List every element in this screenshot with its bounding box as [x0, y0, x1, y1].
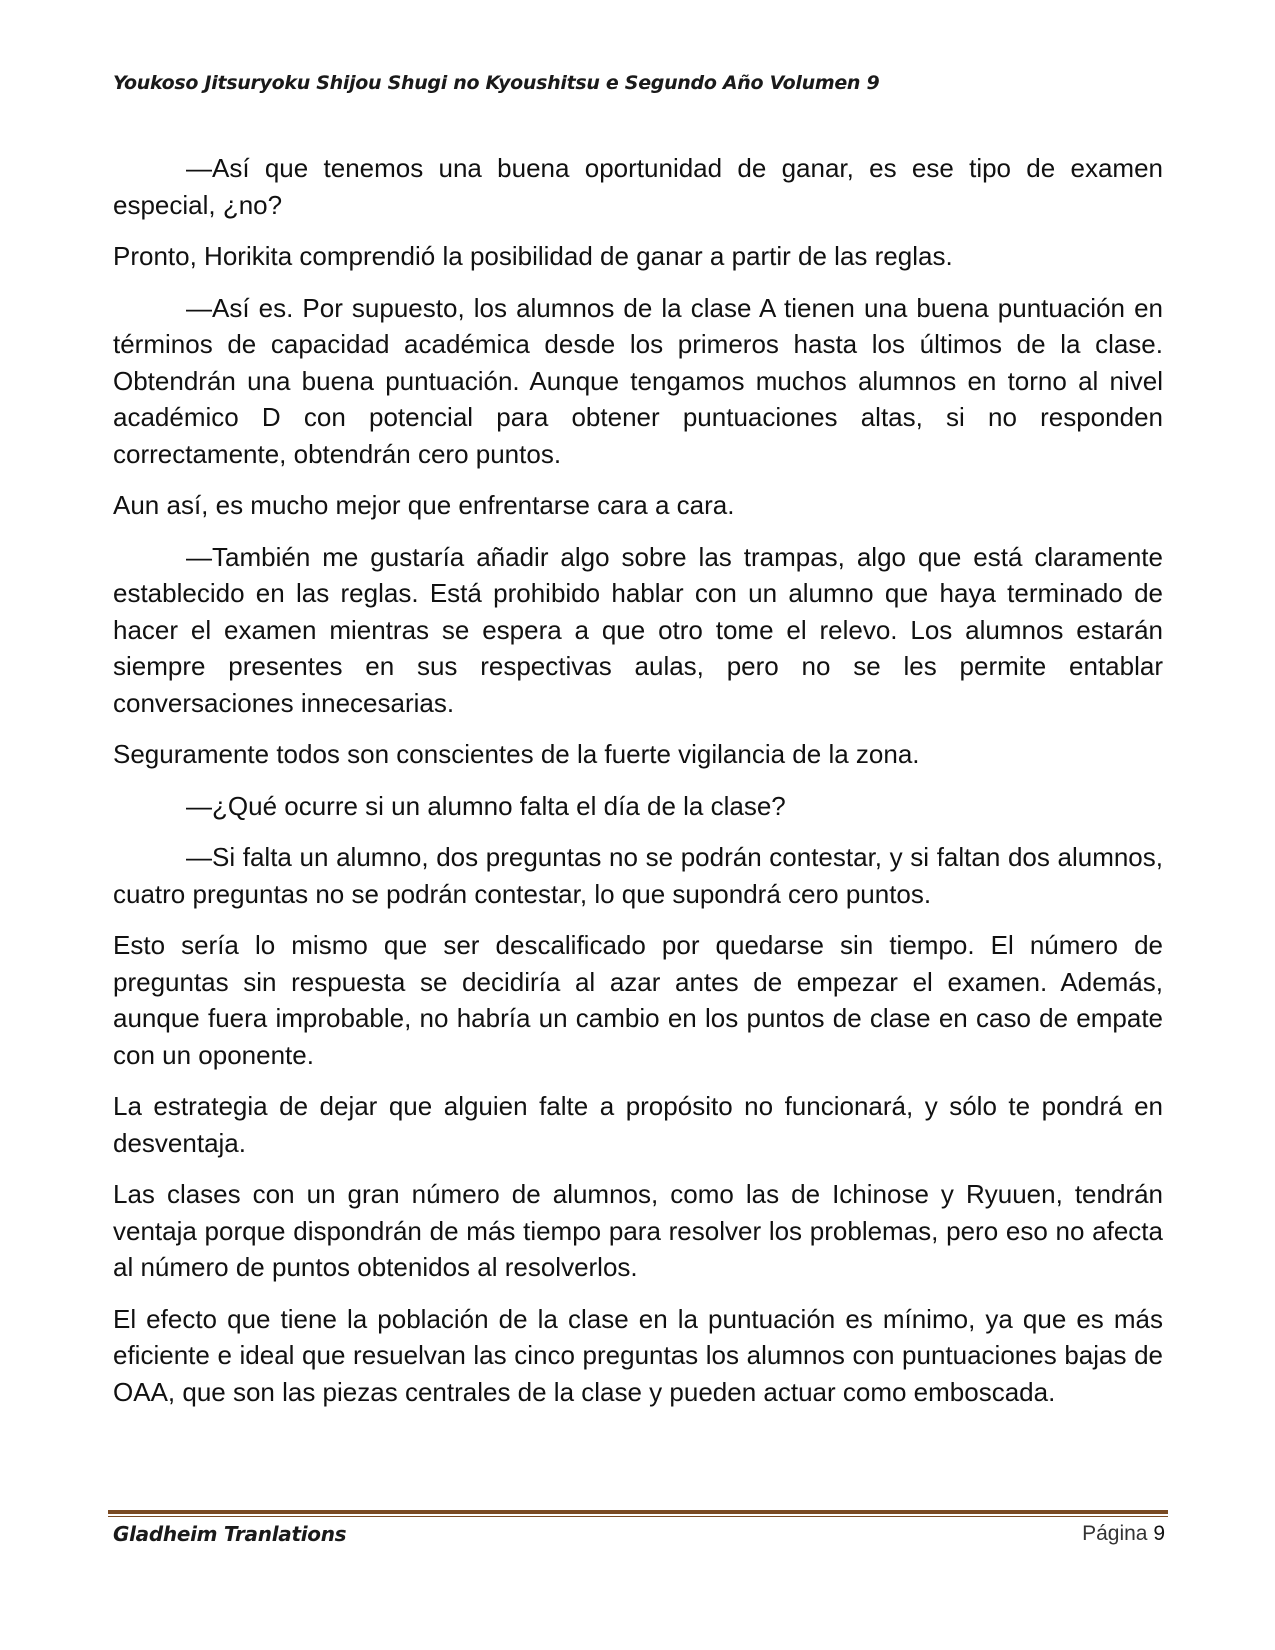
- paragraph: —Así es. Por supuesto, los alumnos de la clase A tienen una buena puntuación en términos de capacidad académica desde los primeros hasta los últimos de la clase. Obtendrán una buena puntuación. Aunque tengamos muchos alumnos en torno al nivel académico D con potencial para obtener puntuaciones altas, si no responden correctamente, obtendrán cero puntos.: [113, 292, 1163, 469]
- page-label: Página: [1082, 1522, 1148, 1545]
- footer-divider-thick: [108, 1510, 1168, 1514]
- footer-publisher: Gladheim Tranlations: [113, 1522, 347, 1546]
- footer-divider-thin: [108, 1516, 1168, 1517]
- paragraph: El efecto que tiene la población de la clase en la puntuación es mínimo, ya que es más eficiente e ideal que resuelvan las cinco preguntas los alumnos con puntuaciones bajas de OAA, que son las piezas centrales de la clase y pueden actuar como emboscada.: [113, 1303, 1163, 1407]
- page-body: [113, 150, 1163, 1425]
- paragraph: La estrategia de dejar que alguien falte a propósito no funcionará, y sólo te pondrá en desventaja.: [113, 1091, 1163, 1158]
- paragraph: Seguramente todos son conscientes de la fuerte vigilancia de la zona.: [113, 739, 920, 769]
- paragraph: Aun así, es mucho mejor que enfrentarse cara a cara.: [113, 490, 735, 520]
- paragraph: —¿Qué ocurre si un alumno falta el día de la clase?: [186, 790, 786, 821]
- footer-divider: [108, 1510, 1168, 1517]
- paragraph: —También me gustaría añadir algo sobre las trampas, algo que está claramente establecido en las reglas. Está prohibido hablar con un alumno que haya terminado de hacer el examen mientras se espera a que otro tome el relevo. Los alumnos estarán siempre presentes en sus respectivas aulas, pero no se les permite entablar conversaciones innecesarias.: [113, 541, 1163, 718]
- paragraph: Esto sería lo mismo que ser descalificado por quedarse sin tiempo. El número de preguntas sin respuesta se decidiría al azar antes de empezar el examen. Además, aunque fuera improbable, no habría un cambio en los puntos de clase en caso de empate con un oponente.: [113, 930, 1163, 1070]
- paragraph: Pronto, Horikita comprendió la posibilidad de ganar a partir de las reglas.: [113, 241, 953, 271]
- page-number: 9: [1153, 1522, 1165, 1545]
- paragraph: —Así que tenemos una buena oportunidad de ganar, es ese tipo de examen especial, ¿no?: [113, 153, 1163, 220]
- paragraph: —Si falta un alumno, dos preguntas no se podrán contestar, y si faltan dos alumnos, cuatro preguntas no se podrán contestar, lo que supondrá cero puntos.: [113, 842, 1163, 909]
- paragraph: Las clases con un gran número de alumnos, como las de Ichinose y Ryuuen, tendrán ventaja porque dispondrán de más tiempo para resolver los problemas, pero eso no afecta al número de puntos obtenidos al resolverlos.: [113, 1179, 1163, 1282]
- running-header: Youkoso Jitsuryoku Shijou Shugi no Kyoushitsu e Segundo Año Volumen 9: [113, 72, 880, 94]
- footer-page-indicator: [1082, 1522, 1165, 1546]
